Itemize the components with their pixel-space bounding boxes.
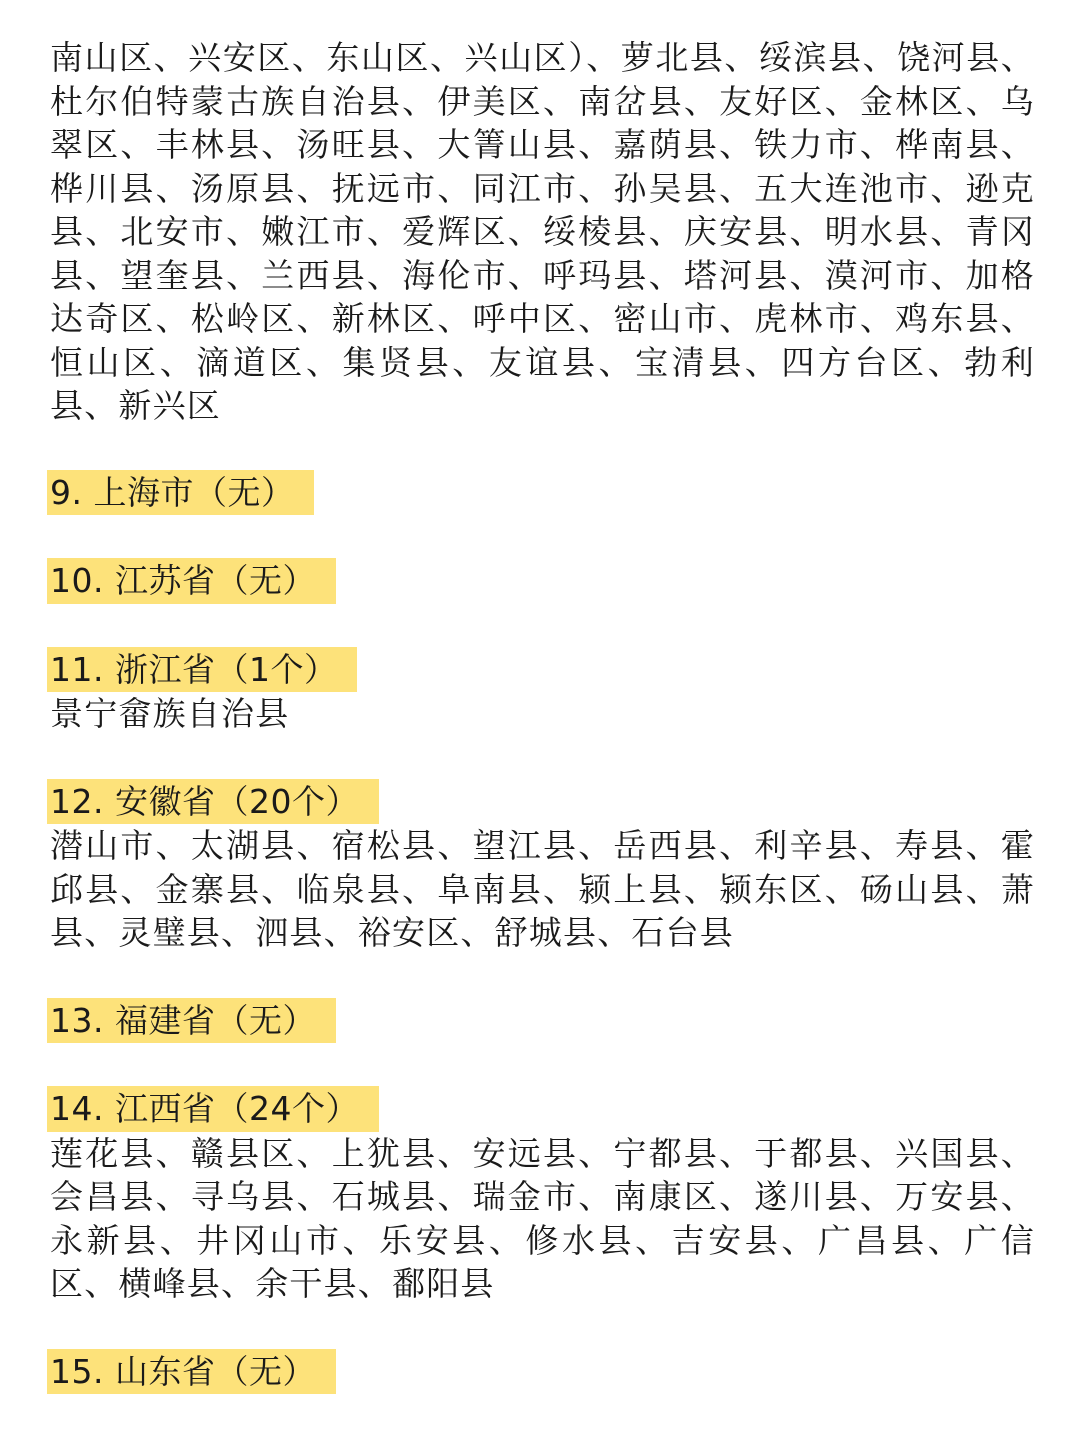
heilongjiang-list-continued: 南山区、兴安区、东山区、兴山区）、萝北县、绥滨县、饶河县、杜尔伯特蒙古族自治县、伊美区、南岔县、友好区、金林区、乌翠区、丰林县、汤旺县、大箐山县、嘉荫县、铁力市、桦南县、桦川县、汤原县、抚远市、同江市、孙吴县、五大连池市、逊克县、北安市、嫩江市、爱辉区、绥棱县、庆安县、明水县、青冈县、望奎县、兰西县、海伦市、呼玛县、塔河县、漠河市、加格达奇区、松岭区、新林区、呼中区、密山市、虎林市、鸡东县、恒山区、滴道区、集贤县、友谊县、宝清县、四方台区、勃利县、新兴区 xyxy=(50,38,1035,425)
section-body: 景宁畲族自治县 xyxy=(50,694,290,733)
section-heading: 14. 江西省（24个） xyxy=(47,1086,379,1132)
section-heading: 12. 安徽省（20个） xyxy=(47,779,379,825)
document-page xyxy=(50,36,1035,1394)
section-body: 潜山市、太湖县、宿松县、望江县、岳西县、利辛县、寿县、霍邱县、金寨县、临泉县、阜南县、颍上县、颍东区、砀山县、萧县、灵璧县、泗县、裕安区、舒城县、石台县 xyxy=(50,826,1035,952)
section-jiangxi xyxy=(50,1086,1035,1306)
section-heading: 9. 上海市（无） xyxy=(47,470,314,516)
section-body: 莲花县、赣县区、上犹县、安远县、宁都县、于都县、兴国县、会昌县、寻乌县、石城县、瑞金市、南康区、遂川县、万安县、永新县、井冈山市、乐安县、修水县、吉安县、广昌县、广信区、横峰县、余干县、鄱阳县 xyxy=(50,1133,1035,1303)
section-anhui xyxy=(50,779,1035,955)
section-zhejiang xyxy=(50,647,1035,736)
section-shandong xyxy=(50,1349,1035,1395)
section-jiangsu xyxy=(50,558,1035,604)
section-heading: 13. 福建省（无） xyxy=(47,998,336,1044)
section-fujian xyxy=(50,998,1035,1044)
section-heading: 10. 江苏省（无） xyxy=(47,558,336,604)
section-heading: 11. 浙江省（1个） xyxy=(47,647,357,693)
section-heading: 15. 山东省（无） xyxy=(47,1349,336,1395)
section-shanghai xyxy=(50,470,1035,516)
